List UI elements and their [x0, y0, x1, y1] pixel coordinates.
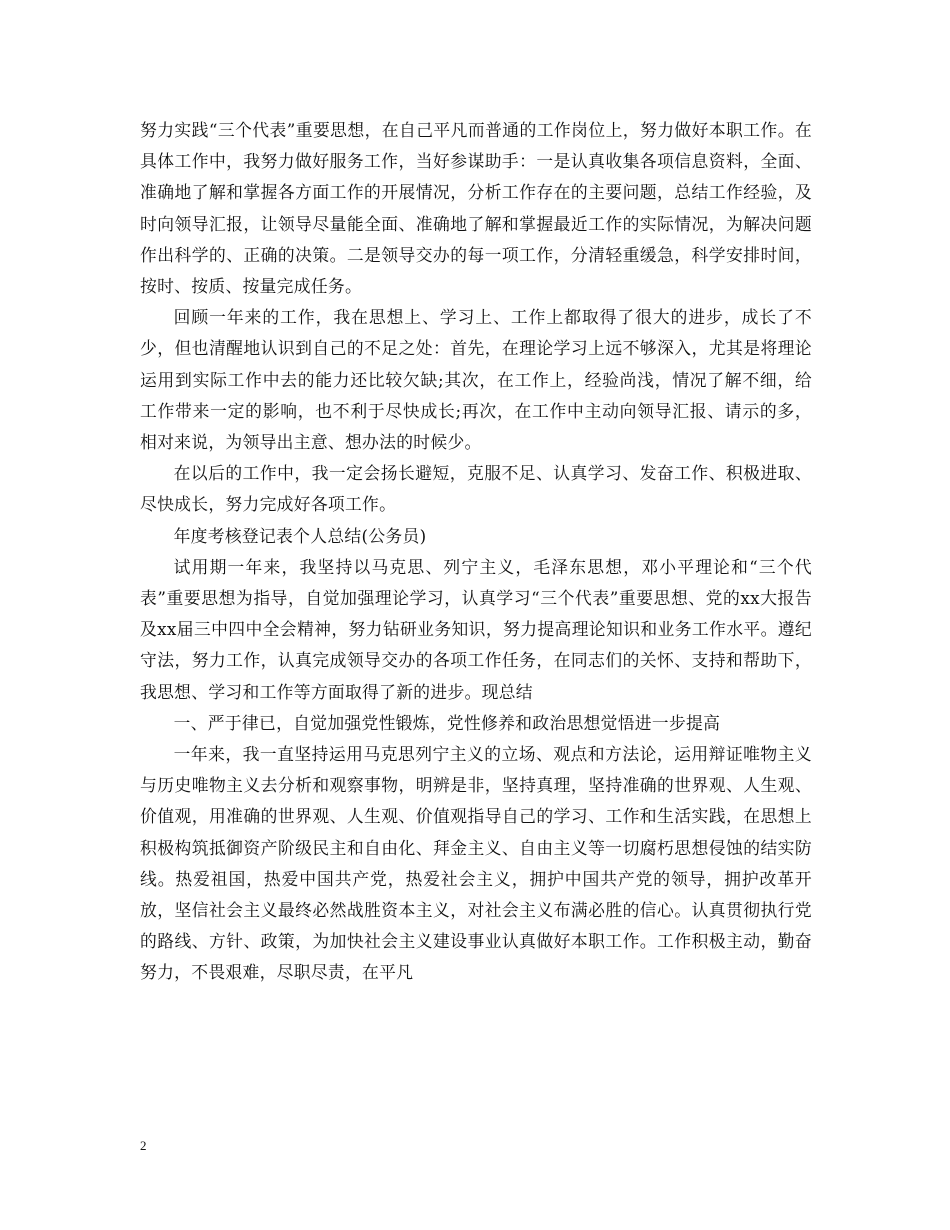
section-heading: 年度考核登记表个人总结(公务员): [173, 525, 427, 546]
paragraph-3: 在以后的工作中，我一定会扬长避短，克服不足、认真学习、发奋工作、积极进取、尽快成长，努力完成好各项工作。: [140, 463, 812, 515]
page-number: 2: [140, 1138, 147, 1153]
paragraph-1: 努力实践“三个代表”重要思想，在自己平凡而普通的工作岗位上，努力做好本职工作。在具体工作中，我努力做好服务工作，当好参谋助手：一是认真收集各项信息资料，全面、准确地了解和掌握各方面工作的开展情况，分析工作存在的主要问题，总结工作经验，及时向领导汇报，让领导尽量能全面、准确地了解和掌握最近工作的实际情况，为解决问题作出科学的、正确的决策。二是领导交办的每一项工作，分清轻重缓急，科学安排时间，按时、按质、按量完成任务。: [140, 120, 812, 297]
paragraph-2: 回顾一年来的工作，我在思想上、学习上、工作上都取得了很大的进步，成长了不少，但也清醒地认识到自己的不足之处：首先，在理论学习上远不够深入，尤其是将理论运用到实际工作中去的能力还比较欠缺;其次，在工作上，经验尚浅，情况了解不细，给工作带来一定的影响，也不利于尽快成长;再次，在工作中主动向领导汇报、请示的多，相对来说，为领导出主意、想办法的时候少。: [140, 307, 812, 453]
paragraph-4: 试用期一年来，我坚持以马克思、列宁主义，毛泽东思想，邓小平理论和“三个代表”重要思想为指导，自觉加强理论学习，认真学习“三个代表”重要思想、党的xx大报告及xx届三中四中全会精神，努力钻研业务知识，努力提高理论知识和业务工作水平。遵纪守法，努力工作，认真完成领导交办的各项工作任务，在同志们的关怀、支持和帮助下，我思想、学习和工作等方面取得了新的进步。现总结: [140, 556, 812, 702]
subsection-heading: 一、严于律已，自觉加强党性锻炼，党性修养和政治思想觉悟进一步提高: [173, 712, 721, 733]
paragraph-5: 一年来，我一直坚持运用马克思列宁主义的立场、观点和方法论，运用辩证唯物主义与历史唯物主义去分析和观察事物，明辨是非，坚持真理，坚持准确的世界观、人生观、价值观，用准确的世界观、人生观、价值观指导自己的学习、工作和生活实践，在思想上积极构筑抵御资产阶级民主和自由化、拜金主义、自由主义等一切腐朽思想侵蚀的结实防线。热爱祖国，热爱中国共产党，热爱社会主义，拥护中国共产党的领导，拥护改革开放，坚信社会主义最终必然战胜资本主义，对社会主义布满必胜的信心。认真贯彻执行党的路线、方针、政策，为加快社会主义建设事业认真做好本职工作。工作积极主动，勤奋努力，不畏艰难，尽职尽责，在平凡: [140, 744, 812, 983]
document-body: [140, 115, 812, 989]
